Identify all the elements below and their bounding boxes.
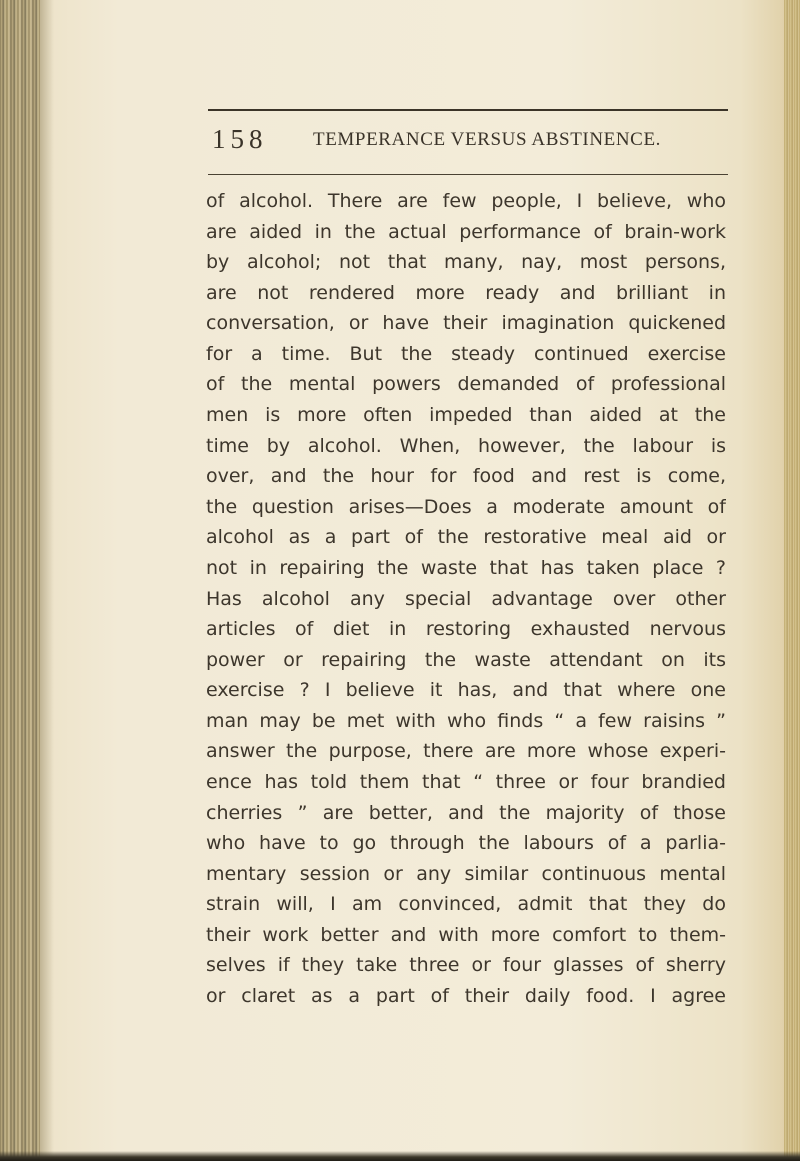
text-line: conversation, or have their imagination quickened [206, 312, 726, 335]
text-line: for a time. But the steady continued exercise [206, 342, 726, 365]
text-line: ence has told them that “ three or four brandied [206, 770, 726, 793]
text-line: power or repairing the waste attendant on its [206, 648, 726, 671]
text-line: men is more often impeded than aided at the [206, 404, 726, 427]
text-line: strain will, I am convinced, admit that they do [206, 893, 726, 916]
page-bottom-shadow [0, 1151, 800, 1161]
text-line: alcohol as a part of the restorative meal aid or [206, 526, 726, 549]
page-edge [784, 0, 800, 1161]
text-line: mentary session or any similar continuous mental [206, 862, 726, 885]
text-line: Has alcohol any special advantage over other [206, 587, 726, 610]
text-line: of alcohol. There are few people, I believe, who [206, 190, 726, 212]
text-line: over, and the hour for food and rest is come, [206, 465, 726, 488]
text-line: answer the purpose, there are more whose experi- [206, 740, 726, 763]
text-line: by alcohol; not that many, nay, most persons, [206, 251, 726, 274]
page-number: 158 [212, 124, 268, 154]
text-line: exercise ? I believe it has, and that where one [206, 679, 726, 702]
text-line: who have to go through the labours of a parlia- [206, 832, 726, 855]
text-line: not in repairing the waste that has taken place ? [206, 556, 726, 579]
body-text [206, 186, 726, 1012]
book-binding [0, 0, 40, 1161]
text-line: or claret as a part of their daily food. I agree [206, 985, 726, 1008]
text-line: are not rendered more ready and brilliant in [206, 281, 726, 304]
running-head: TEMPERANCE VERSUS ABSTINENCE. [313, 129, 662, 150]
text-line: their work better and with more comfort to them- [206, 923, 726, 946]
text-line: time by alcohol. When, however, the labour is [206, 434, 726, 457]
text-line: are aided in the actual performance of brain-work [206, 220, 726, 243]
text-line: of the mental powers demanded of professional [206, 373, 726, 396]
text-line: man may be met with who finds “ a few raisins ” [206, 709, 726, 732]
text-line: articles of diet in restoring exhausted nervous [206, 618, 726, 641]
text-line: the question arises—Does a moderate amount of [206, 495, 726, 518]
header-rule [208, 174, 728, 175]
page-header [212, 124, 732, 154]
top-rule [208, 109, 728, 111]
text-line: selves if they take three or four glasses of sherry [206, 954, 726, 977]
text-line: cherries ” are better, and the majority of those [206, 801, 726, 824]
